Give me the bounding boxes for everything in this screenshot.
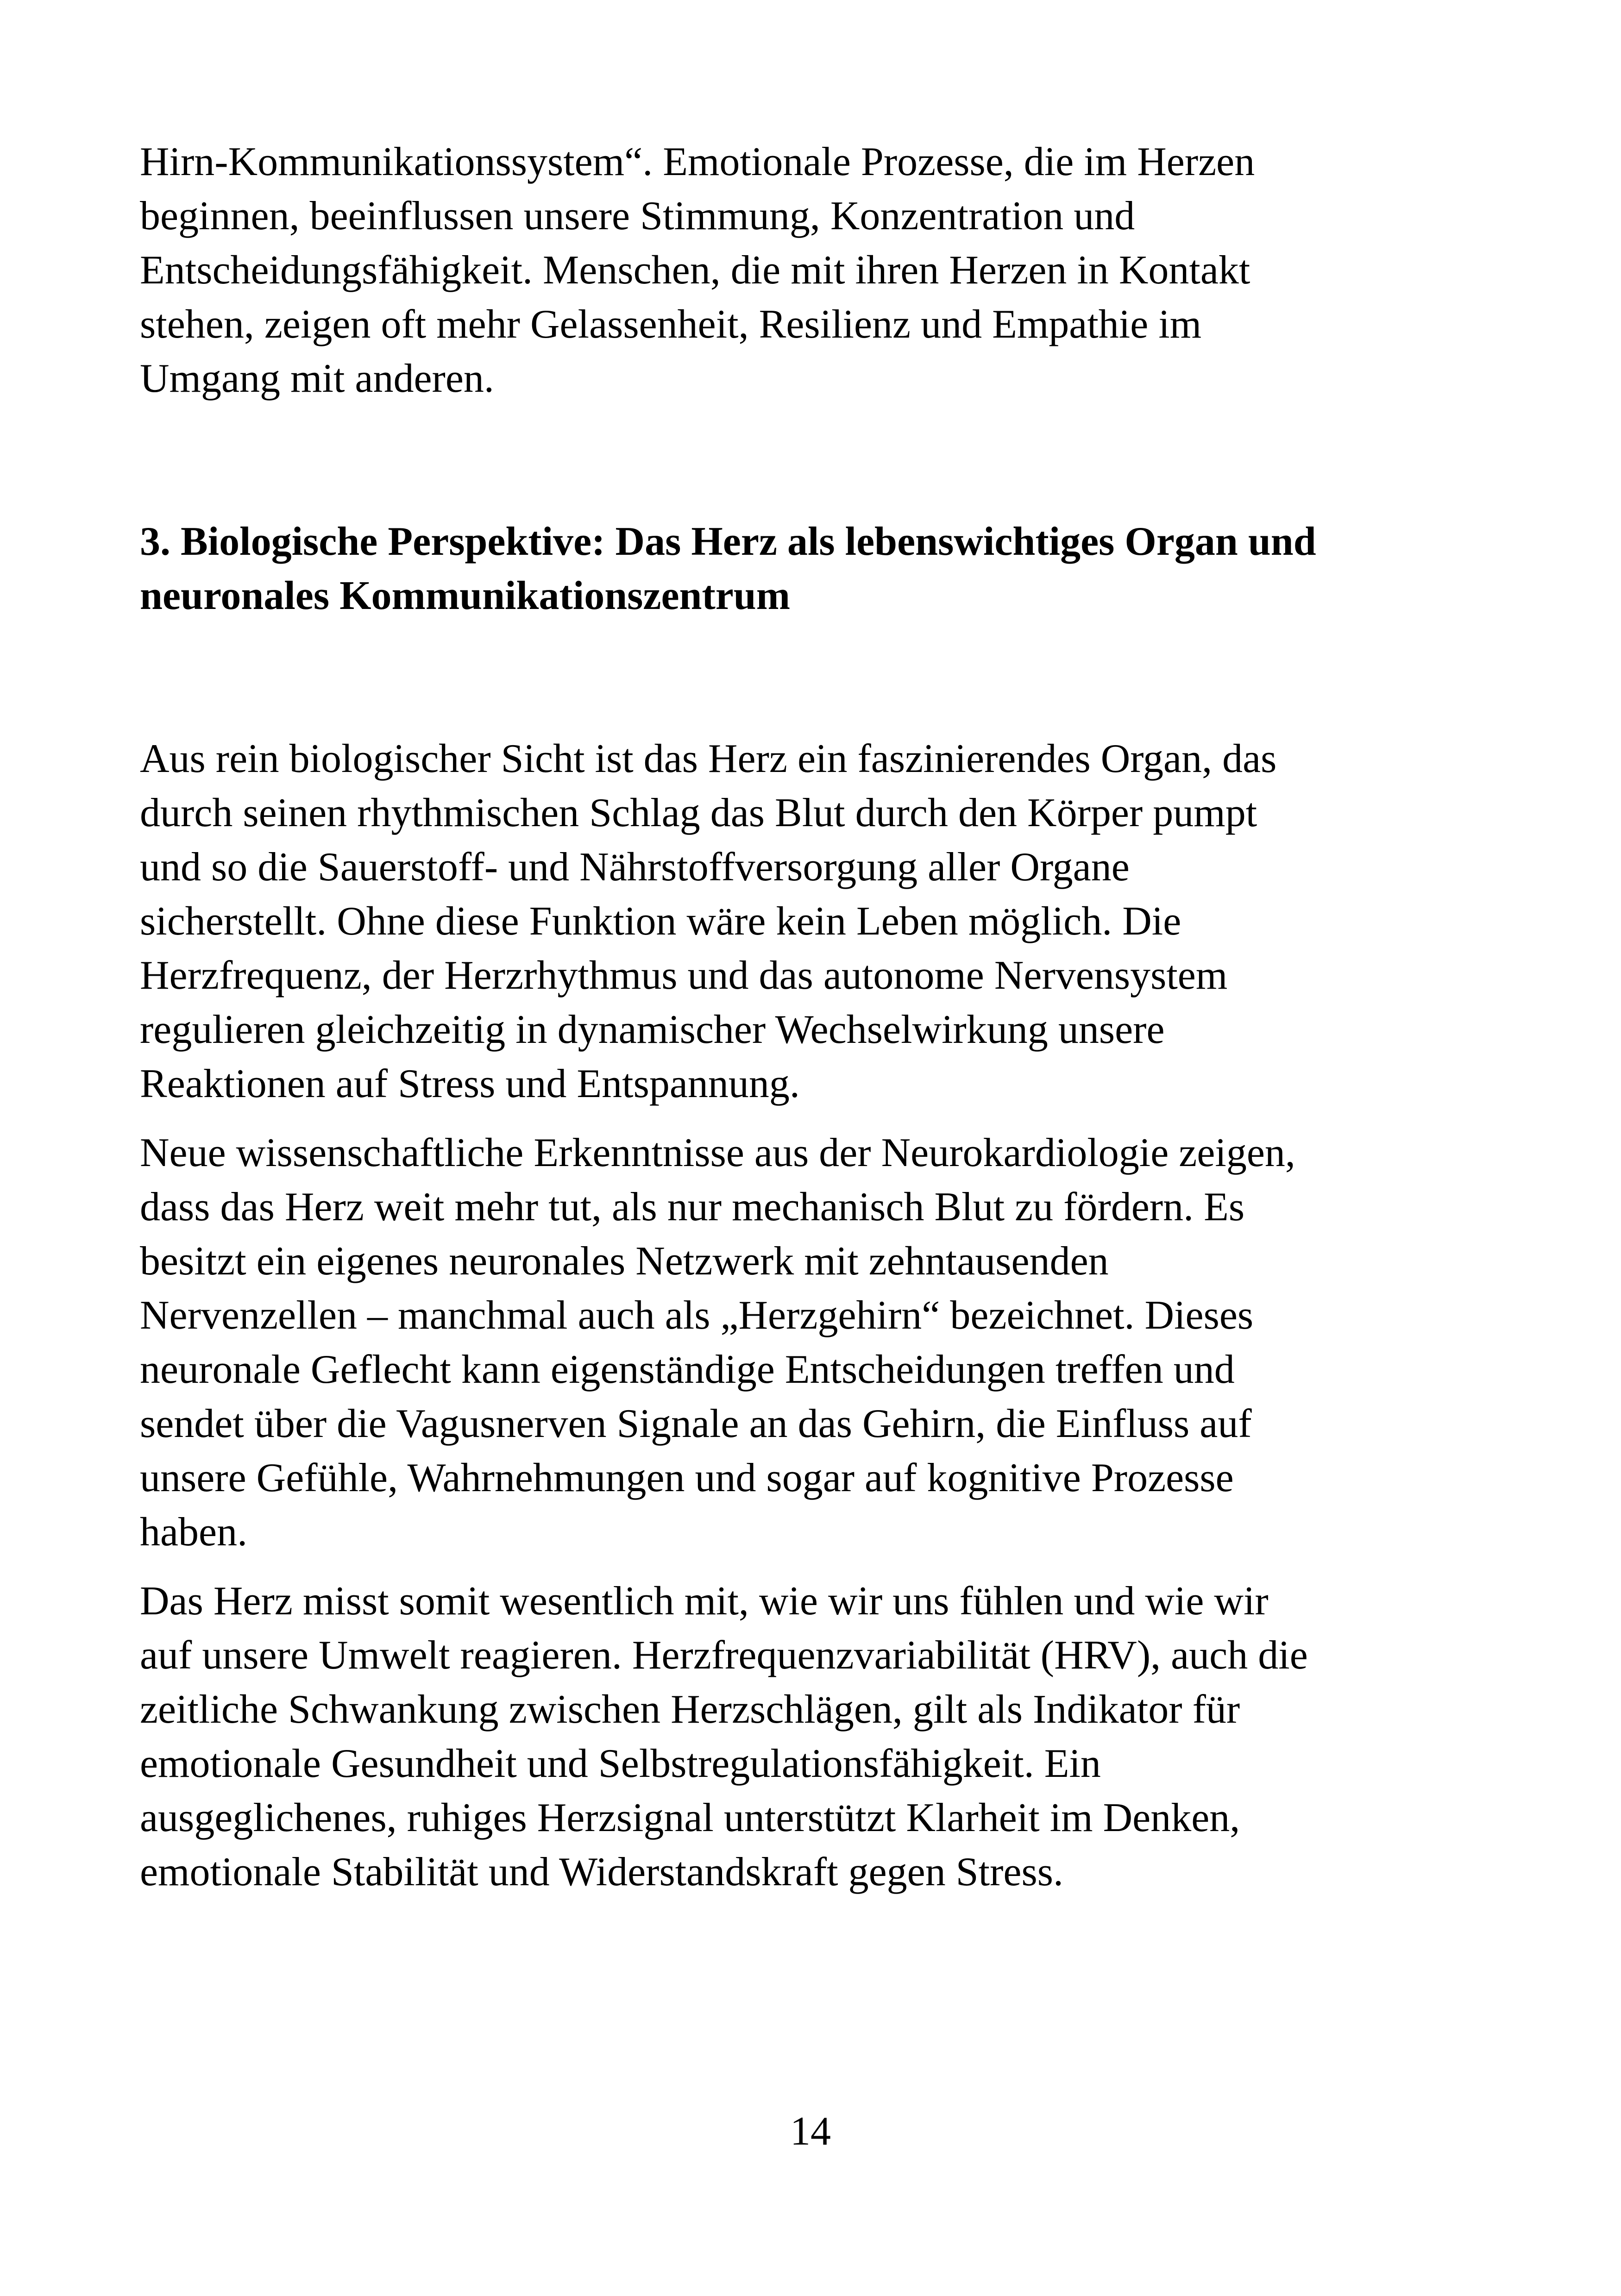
page-number: 14 [790, 2109, 831, 2154]
body-paragraph-1: Aus rein biologischer Sicht ist das Herz ein faszinierendes Organ, das durch seinen rhythmischen Schlag das Blut durch den Körper pumpt und so die Sauerstoff- und Nährstoffversorgung aller Organe sicherstellt. Ohne diese Funktion wäre kein Leben möglich. Die Herzfrequenz, der Herzrhythmus und das autonome Nervensystem regulieren gleichzeitig in dynamischer Wechselwirkung unsere Reaktionen auf Stress und Entspannung. [140, 736, 1277, 1106]
page-content [140, 135, 1506, 1899]
continued-paragraph: Hirn-Kommunikationssystem“. Emotionale Prozesse, die im Herzen beginnen, beeinflussen unsere Stimmung, Konzentration und Entscheidungsfähigkeit. Menschen, die mit ihren Herzen in Kontakt stehen, zeigen oft mehr Gelassenheit, Resilienz und Empathie im Umgang mit anderen. [140, 139, 1255, 401]
body-paragraph-3: Das Herz misst somit wesentlich mit, wie wir uns fühlen und wie wir auf unsere Umwelt reagieren. Herzfrequenzvariabilität (HRV), auch die zeitliche Schwankung zwischen Herzschlägen, gilt als Indikator für emotionale Gesundheit und Selbstregulationsfähigkeit. Ein ausgeglichenes, ruhiges Herzsignal unterstützt Klarheit im Denken, emotionale Stabilität und Widerstandskraft gegen Stress. [140, 1579, 1308, 1895]
body-paragraph-2: Neue wissenschaftliche Erkenntnisse aus der Neurokardiologie zeigen, dass das Herz weit mehr tut, als nur mechanisch Blut zu fördern. Es besitzt ein eigenes neuronales Netzwerk mit zehntausenden Nervenzellen – manchmal auch als „Herzgehirn“ bezeichnet. Dieses neuronale Geflecht kann eigenständige Entscheidungen treffen und sendet über die Vagusnerven Signale an das Gehirn, die Einfluss auf unsere Gefühle, Wahrnehmungen und sogar auf kognitive Prozesse haben. [140, 1130, 1295, 1555]
section-heading: 3. Biologische Perspektive: Das Herz als lebenswichtiges Organ und neuronales Kommunikationszentrum [140, 519, 1316, 618]
